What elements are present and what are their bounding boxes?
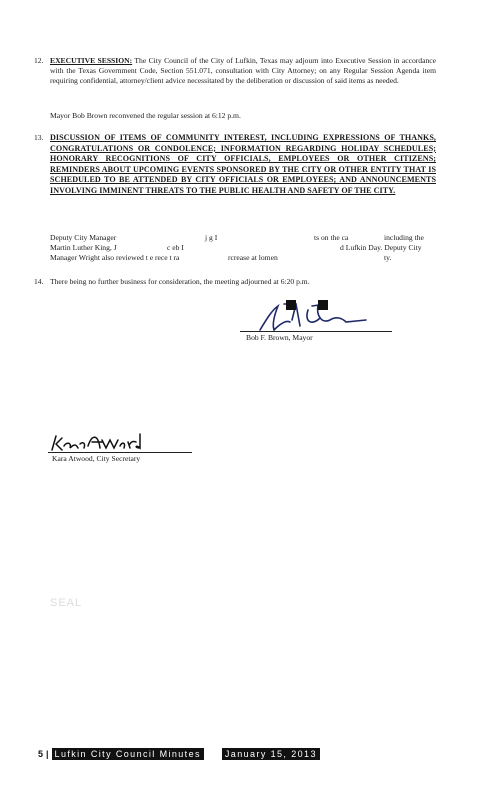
agenda-item-13 <box>34 133 436 197</box>
item-text: There being no further business for consideration, the meeting adjourned at 6:20 p.m. <box>50 277 310 286</box>
agenda-item-12 <box>34 56 436 86</box>
mayor-signature-mark <box>256 300 372 334</box>
secretary-signature-line <box>48 452 192 453</box>
item-text: The City Council of the City of Lufkin, Texas may adjourn into Executive Session in accordance with the Texas Government Code, Section 551.071, consultation with City Attorney; on any Regular Session Agenda item requiring confidential, attorney/client advice necessitated by the deliberation or discussion of said items as needed. <box>50 56 436 85</box>
item-number: 13. <box>34 133 44 142</box>
note-fragment: including the <box>384 233 424 242</box>
item-number: 14. <box>34 277 44 286</box>
mayor-name: Bob F. Brown, Mayor <box>246 333 313 342</box>
note-fragment: ts on the ca <box>314 233 349 242</box>
secretary-name: Kara Atwood, City Secretary <box>52 454 141 463</box>
note-fragment: rcrease at lomen <box>228 253 278 262</box>
note-fragment: c eb I <box>167 243 184 252</box>
agenda-item-14 <box>34 277 436 287</box>
note-fragment: ty. <box>384 253 392 262</box>
item-heading: EXECUTIVE SESSION: <box>50 56 133 65</box>
mayor-signature-line <box>240 331 392 332</box>
seal-label: SEAL <box>50 597 83 609</box>
item-body <box>50 56 436 86</box>
footer-date: January 15, 2013 <box>222 748 320 760</box>
footer-title: Lufkin City Council Minutes <box>52 748 204 760</box>
note-fragment: Martin Luther King, J <box>50 243 117 252</box>
note-fragment: d Lufkin Day. Deputy City <box>340 243 422 252</box>
footer-separator: | <box>46 749 49 759</box>
page-number: 5 <box>38 749 44 759</box>
item-number: 12. <box>34 56 44 65</box>
item-heading: DISCUSSION OF ITEMS OF COMMUNITY INTEREST, INCLUDING EXPRESSIONS OF THANKS, CONGRATULATIONS OR CONDOLENCE; INFORMATION REGARDING HOLIDAY SCHEDULES; HONORARY RECOGNITIONS OF CITY OFFICIALS, EMPLOYEES OR OTHER CITIZENS; REMINDERS ABOUT UPCOMING EVENTS SPONSORED BY THE CITY OR OTHER ENTITY THAT IS SCHEDULED TO BE ATTENDED BY CITY OFFICIALS OR EMPLOYEES; AND ANNOUNCEMENTS INVOLVING IMMINENT THREATS TO THE PUBLIC HEALTH AND SAFETY OF THE CITY. <box>50 133 436 195</box>
note-fragment: Deputy City Manager <box>50 233 117 242</box>
note-fragment: j g I <box>205 233 218 242</box>
page-footer <box>38 748 320 760</box>
mayor-reconvened-note: Mayor Bob Brown reconvened the regular session at 6:12 p.m. <box>50 111 241 120</box>
secretary-signature-mark <box>48 432 148 454</box>
note-fragment: Manager Wright also reviewed t e rece t ra <box>50 253 180 262</box>
